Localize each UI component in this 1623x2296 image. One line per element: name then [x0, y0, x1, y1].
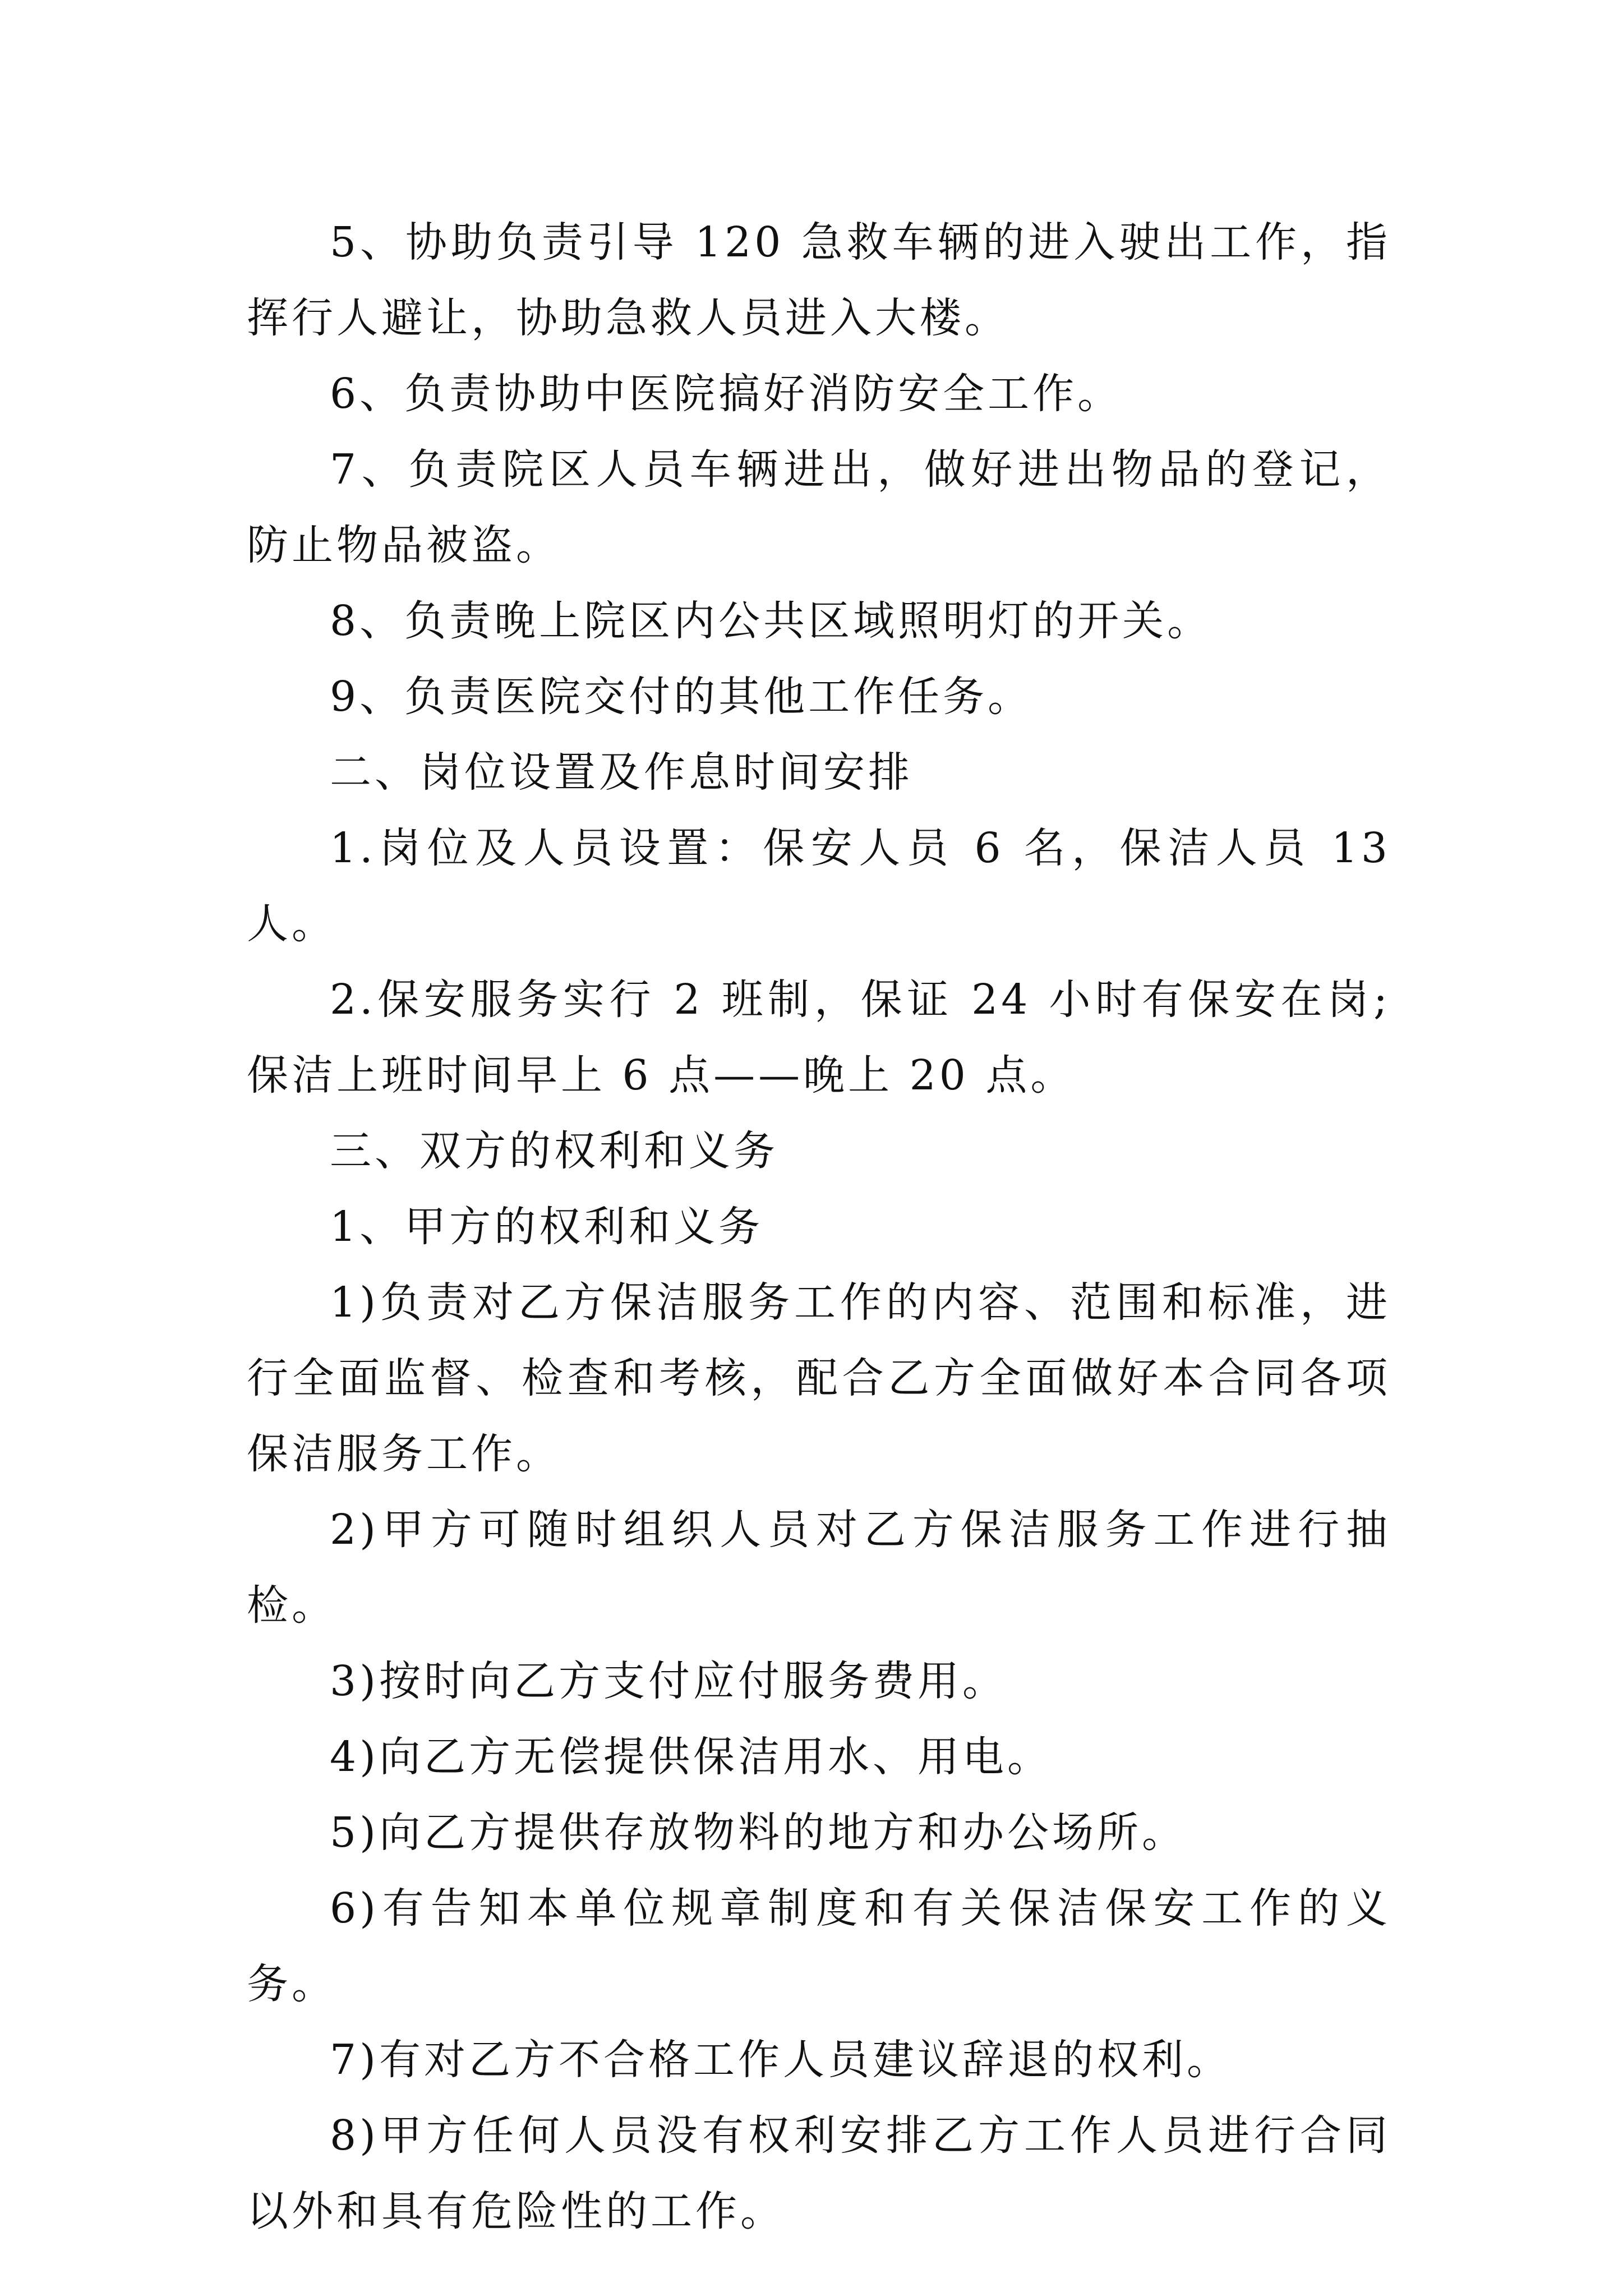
paragraph: 1)负责对乙方保洁服务工作的内容、范围和标准，进行全面监督、检查和考核，配合乙方全面做好本合同各项保洁服务工作。	[247, 1278, 1391, 1478]
paragraph: 2)甲方可随时组织人员对乙方保洁服务工作进行抽检。	[247, 1506, 1391, 1630]
paragraph: 4)向乙方无偿提供保洁用水、用电。	[330, 1733, 1052, 1781]
section-heading: 二、岗位设置及作息时间安排	[330, 748, 913, 797]
document-body	[247, 205, 1391, 2249]
paragraph: 5、协助负责引导 120 急救车辆的进入驶出工作，指挥行人避让，协助急救人员进入大楼。	[247, 218, 1391, 342]
section-heading: 三、双方的权利和义务	[330, 1127, 778, 1175]
paragraph: 1.岗位及人员设置：保安人员 6 名，保洁人员 13 人。	[247, 824, 1391, 948]
paragraph: 6)有告知本单位规章制度和有关保洁保安工作的义务。	[247, 1884, 1391, 2008]
paragraph: 5)向乙方提供存放物料的地方和办公场所。	[330, 1809, 1187, 1857]
paragraph: 8)甲方任何人员没有权利安排乙方工作人员进行合同以外和具有危险性的工作。	[247, 2111, 1391, 2235]
paragraph: 7、负责院区人员车辆进出，做好进出物品的登记，防止物品被盗。	[247, 445, 1391, 569]
paragraph: 8、负责晚上院区内公共区域照明灯的开关。	[330, 597, 1212, 645]
paragraph: 2.保安服务实行 2 班制，保证 24 小时有保安在岗;保洁上班时间早上 6 点——晚上 20 点。	[247, 976, 1391, 1099]
paragraph: 9、负责医院交付的其他工作任务。	[330, 673, 1033, 721]
paragraph: 7)有对乙方不合格工作人员建议辞退的权利。	[330, 2036, 1232, 2084]
subsection-heading: 1、甲方的权利和义务	[330, 1203, 764, 1251]
paragraph: 3)按时向乙方支付应付服务费用。	[330, 1657, 1007, 1705]
paragraph: 6、负责协助中医院搞好消防安全工作。	[330, 370, 1123, 418]
